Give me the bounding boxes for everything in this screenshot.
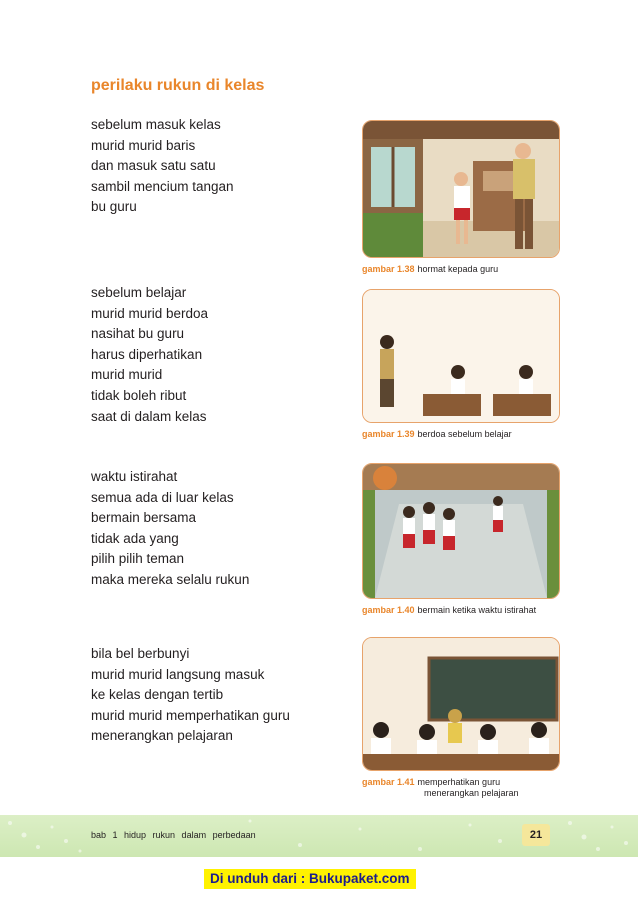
figure-number: gambar 1.38 [362,264,415,274]
poem-line: tidak ada yang [91,530,179,546]
poem-line: sambil mencium tangan [91,178,234,194]
poem-line: maka mereka selalu rukun [91,571,250,587]
poem-stanza-4 [91,644,290,747]
chapter-title: bab 1 hidup rukun dalam perbedaan [91,830,256,840]
poem-line: harus diperhatikan [91,346,203,362]
poem-stanza-1 [91,115,234,218]
figure-caption [362,777,560,799]
poem-stanza-3 [91,467,249,591]
poem-line: bermain bersama [91,510,197,526]
poem-line: semua ada di luar kelas [91,489,234,505]
poem-line: murid murid baris [91,137,196,153]
figure-1-39 [362,289,560,440]
figure-caption-text-line2: menerangkan pelajaran [424,788,519,798]
poem-line: dan masuk satu satu [91,158,216,174]
poem-line: ke kelas dengan tertib [91,687,224,703]
poem-line: menerangkan pelajaran [91,728,233,744]
page-number: 21 [522,824,550,846]
section-heading: perilaku rukun di kelas [91,77,265,94]
illustration-praying-class [362,289,560,423]
illustration-playing-recess [362,463,560,599]
figure-caption-text: hormat kepada guru [417,264,499,274]
figure-caption [362,605,560,616]
figure-caption [362,264,560,275]
poem-stanza-2 [91,283,208,427]
poem-line: waktu istirahat [91,469,178,484]
poem-line: murid murid [91,367,163,383]
figure-caption-text: berdoa sebelum belajar [417,429,512,439]
poem-line: murid murid memperhatikan guru [91,707,290,723]
poem-line: sebelum belajar [91,285,187,300]
page-footer [0,815,638,857]
poem-line: nasihat bu guru [91,326,185,342]
download-source-banner: Di unduh dari : Bukupaket.com [204,869,416,889]
poem-line: pilih pilih teman [91,551,185,567]
illustration-listening-teacher [362,637,560,771]
figure-number: gambar 1.41 [362,777,415,787]
poem-line: saat di dalam kelas [91,408,207,424]
figure-1-40 [362,463,560,616]
figure-number: gambar 1.39 [362,429,415,439]
figure-caption-text: memperhatikan guru [417,777,501,787]
poem-line: murid murid berdoa [91,305,209,321]
figure-caption [362,429,560,440]
illustration-greeting-teacher [362,120,560,258]
poem-line: tidak boleh ribut [91,387,187,403]
poem-line: sebelum masuk kelas [91,117,221,132]
poem-line: bila bel berbunyi [91,646,190,661]
figure-1-38 [362,120,560,275]
poem-line: murid murid langsung masuk [91,666,265,682]
figure-1-41 [362,637,560,799]
figure-number: gambar 1.40 [362,605,415,615]
figure-caption-text: bermain ketika waktu istirahat [417,605,537,615]
poem-line: bu guru [91,199,137,215]
